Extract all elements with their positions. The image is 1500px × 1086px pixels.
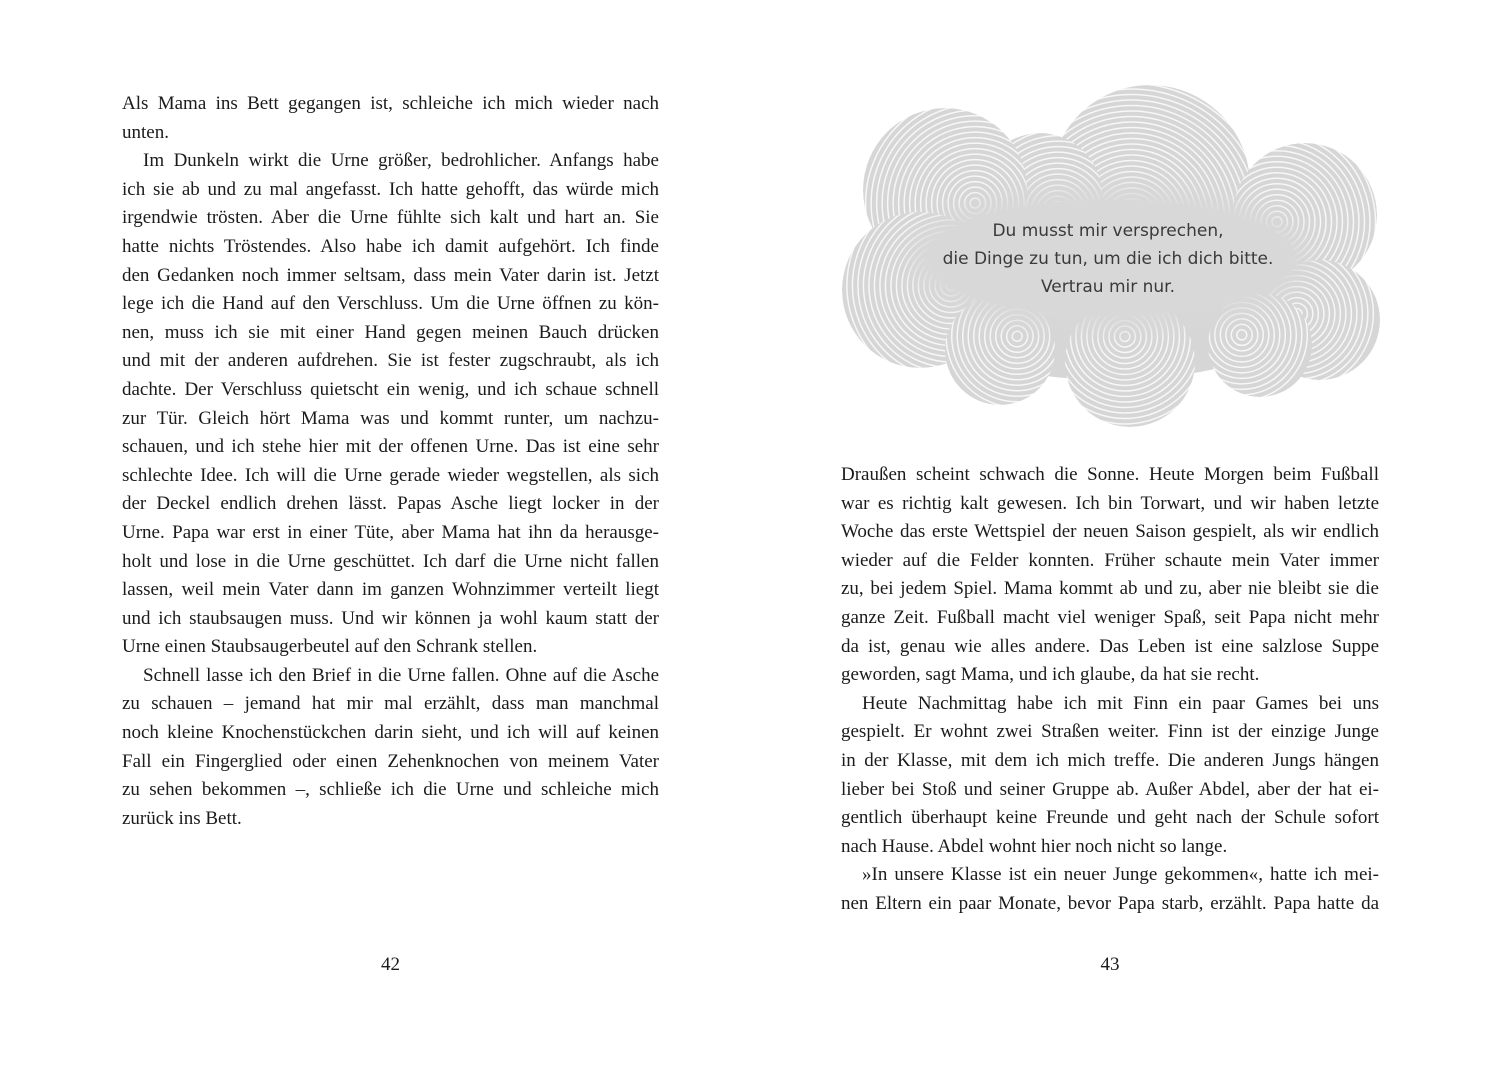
text-line: Urne. Papa war erst in einer Tüte, aber Mama hat ihn da herausge- bbox=[122, 521, 659, 543]
text-line: ich sie ab und zu mal angefasst. Ich hatte gehofft, das würde mich bbox=[122, 178, 659, 200]
paragraph bbox=[841, 461, 1379, 690]
paragraph bbox=[122, 147, 659, 662]
text-line: lassen, weil mein Vater dann im ganzen Wohnzimmer verteilt liegt bbox=[122, 579, 659, 601]
cloud-quote-line: die Dinge zu tun, um die ich dich bitte. bbox=[942, 249, 1274, 269]
text-line: nen Eltern ein paar Monate, bevor Papa starb, erzählt. Papa hatte da bbox=[841, 892, 1379, 914]
text-line: schauen, und ich stehe hier mit der offenen Urne. Das ist eine sehr bbox=[122, 436, 659, 458]
text-line: zu schauen – jemand hat mir mal erzählt, dass man manchmal bbox=[122, 693, 659, 715]
text-line: geworden, sagt Mama, und ich glaube, da hat sie recht. bbox=[841, 664, 1260, 686]
text-line: den Gedanken noch immer seltsam, dass mein Vater darin ist. Jetzt bbox=[122, 264, 659, 286]
text-line: irgendwie trösten. Aber die Urne fühlte sich kalt und hart an. Sie bbox=[122, 207, 659, 229]
text-line: und ich staubsaugen muss. Und wir können ja wohl kaum statt der bbox=[122, 607, 659, 629]
text-line: Heute Nachmittag habe ich mit Finn ein paar Games bei uns bbox=[862, 692, 1379, 714]
text-line: lieber bei Stoß und seiner Gruppe ab. Außer Abdel, aber der hat ei- bbox=[841, 778, 1379, 800]
text-line: der Deckel endlich drehen lässt. Papas Asche liegt locker in der bbox=[122, 493, 659, 515]
text-line: ganze Zeit. Fußball macht viel weniger Spaß, seit Papa nicht mehr bbox=[841, 606, 1379, 628]
paragraph bbox=[122, 90, 659, 147]
cloud-quote-line: Du musst mir versprechen, bbox=[992, 221, 1224, 241]
text-line: Draußen scheint schwach die Sonne. Heute Morgen beim Fußball bbox=[841, 464, 1379, 485]
text-line: Fall ein Fingerglied oder einen Zehenknochen von meinem Vater bbox=[122, 750, 659, 772]
text-line: holt und lose in die Urne geschüttet. Ich darf die Urne nicht fallen bbox=[122, 550, 659, 572]
text-line: zu sehen bekommen –, schließe ich die Urne und schleiche mich bbox=[122, 779, 659, 801]
page-number: 43 bbox=[1100, 954, 1120, 975]
paragraph bbox=[841, 861, 1379, 918]
text-line: war es richtig kalt gewesen. Ich bin Torwart, und wir haben letzte bbox=[841, 492, 1379, 514]
paragraph bbox=[841, 690, 1379, 862]
text-line: in der Klasse, mit dem ich mich treffe. Die anderen Jungs hängen bbox=[841, 749, 1379, 771]
text-line: noch kleine Knochenstückchen darin sieht, und ich will auf keinen bbox=[122, 722, 659, 744]
text-line: schlechte Idee. Ich will die Urne gerade wieder wegstellen, als sich bbox=[122, 464, 659, 486]
text-line: und mit der anderen aufdrehen. Sie ist fester zugschraubt, als ich bbox=[122, 350, 659, 372]
left-page-text bbox=[122, 90, 659, 833]
text-line: gentlich überhaupt keine Freunde und geht nach der Schule sofort bbox=[841, 807, 1379, 829]
text-line: zurück ins Bett. bbox=[122, 807, 242, 829]
text-line: »In unsere Klasse ist ein neuer Junge gekommen«, hatte ich mei- bbox=[862, 864, 1379, 886]
text-line: unten. bbox=[122, 121, 169, 143]
text-line: Urne einen Staubsaugerbeutel auf den Schrank stellen. bbox=[122, 636, 538, 658]
cloud-quote bbox=[840, 217, 1376, 301]
text-line: zur Tür. Gleich hört Mama was und kommt runter, um nachzu- bbox=[122, 407, 659, 429]
text-line: nach Hause. Abdel wohnt hier noch nicht so lange. bbox=[841, 835, 1228, 857]
text-line: gespielt. Er wohnt zwei Straßen weiter. Finn ist der einzige Junge bbox=[841, 721, 1379, 743]
text-line: hatte nichts Tröstendes. Also habe ich damit aufgehört. Ich finde bbox=[122, 235, 659, 257]
cloud-quote-line: Vertrau mir nur. bbox=[1040, 277, 1176, 297]
text-line: nen, muss ich sie mit einer Hand gegen meinen Bauch drücken bbox=[122, 321, 659, 343]
right-page-text bbox=[841, 461, 1379, 919]
text-line: Schnell lasse ich den Brief in die Urne fallen. Ohne auf die Asche bbox=[143, 664, 659, 686]
text-line: da ist, genau wie alles andere. Das Leben ist eine salzlose Suppe bbox=[841, 635, 1379, 657]
text-line: Im Dunkeln wirkt die Urne größer, bedrohlicher. Anfangs habe bbox=[143, 150, 659, 172]
text-line: Woche das erste Wettspiel der neuen Saison gespielt, als wir endlich bbox=[841, 521, 1379, 543]
text-line: Als Mama ins Bett gegangen ist, schleiche ich mich wieder nach bbox=[122, 93, 659, 114]
text-line: dachte. Der Verschluss quietscht ein wenig, und ich schaue schnell bbox=[122, 378, 659, 400]
text-line: lege ich die Hand auf den Verschluss. Um die Urne öffnen zu kön- bbox=[122, 293, 659, 315]
right-page bbox=[750, 0, 1500, 1086]
text-line: zu, bei jedem Spiel. Mama kommt ab und zu, aber nie bleibt sie die bbox=[841, 578, 1379, 600]
page-number: 42 bbox=[381, 954, 400, 975]
paragraph bbox=[122, 662, 659, 834]
text-line: wieder auf die Felder konnten. Früher schaute mein Vater immer bbox=[841, 549, 1379, 571]
